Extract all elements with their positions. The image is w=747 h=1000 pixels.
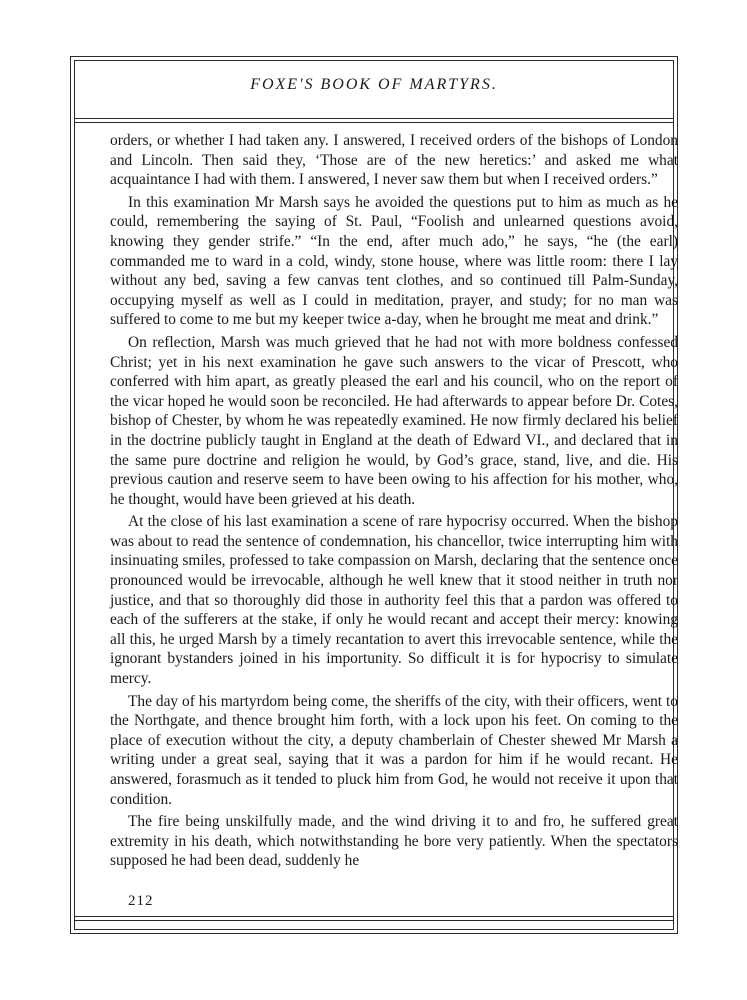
header-rule	[74, 122, 674, 123]
page-body	[110, 131, 678, 874]
header-rule	[74, 118, 674, 119]
paragraph: The fire being unskilfully made, and the wind driving it to and fro, he suffered great extremity in his death, which notwithstanding he bore very patiently. When the spectators supposed he had been dead, suddenly he	[110, 813, 678, 870]
paragraph: On reflection, Marsh was much grieved that he had not with more boldness confessed Christ; yet in his next examination he gave such answers to the vicar of Prescott, who conferred with him apart, as greatly pleased the earl and his council, who on the report of the vicar hoped he would soon be reconciled. He had afterwards to appear before Dr. Cotes, bishop of Chester, by whom he was repeatedly examined. He now firmly declared his belief in the doctrine publicly taught in England at the death of Edward VI., and declared that in the same pure doctrine and religion he would, by God’s grace, stand, live, and die. His previous caution and reserve seem to have been owing to his affection for his mother, who, he thought, would have been grieved at his death.	[110, 333, 678, 508]
paragraph: The day of his martyrdom being come, the sheriffs of the city, with their officers, went to the Northgate, and thence brought him forth, with a lock upon his feet. On coming to the place of execution without the city, a deputy chamberlain of Chester shewed Mr Marsh a writing under a great seal, saying that it was a pardon for him if he would recant. He answered, forasmuch as it tended to pluck him from God, he would not receive it upon that condition.	[110, 692, 678, 808]
page-number: 212	[128, 893, 154, 909]
paragraph: orders, or whether I had taken any. I answered, I received orders of the bishops of London and Lincoln. Then said they, ‘Those are of the new heretics:’ and asked me what acquaintance I had with them. I answered, I never saw them but when I received orders.”	[110, 132, 678, 189]
running-title: FOXE'S BOOK OF MARTYRS.	[250, 76, 498, 93]
paragraph: In this examination Mr Marsh says he avoided the questions put to him as much as he could, remembering the saying of St. Paul, “Foolish and unlearned questions avoid, knowing they gender strife.” “In the end, after much ado,” he says, “he (the earl) commanded me to ward in a cold, windy, stone house, where was little room: there I lay without any bed, saving a few canvas tent clothes, and so continued till Palm-Sunday, occupying myself as well as I could in meditation, prayer, and study; for no man was suffered to come to me but my keeper twice a-day, when he brought me meat and drink.”	[110, 193, 678, 329]
paragraph: At the close of his last examination a scene of rare hypocrisy occurred. When the bishop was about to read the sentence of condemnation, his chancellor, twice interrupting him with insinuating smiles, professed to take compassion on Marsh, declaring that the sentence once pronounced would be irrevocable, although he well knew that it stood neither in truth nor justice, and that so thoroughly did those in authority feel this that a pardon was offered to each of the sufferers at the stake, if only he would recant and accept their mercy: knowing all this, he urged Marsh by a timely recantation to avert this irrevocable sentence, while the ignorant bystanders joined in his importunity. So difficult it is for hypocrisy to simulate mercy.	[110, 513, 678, 688]
footer-rule	[74, 916, 674, 917]
footer-rule	[74, 920, 674, 921]
